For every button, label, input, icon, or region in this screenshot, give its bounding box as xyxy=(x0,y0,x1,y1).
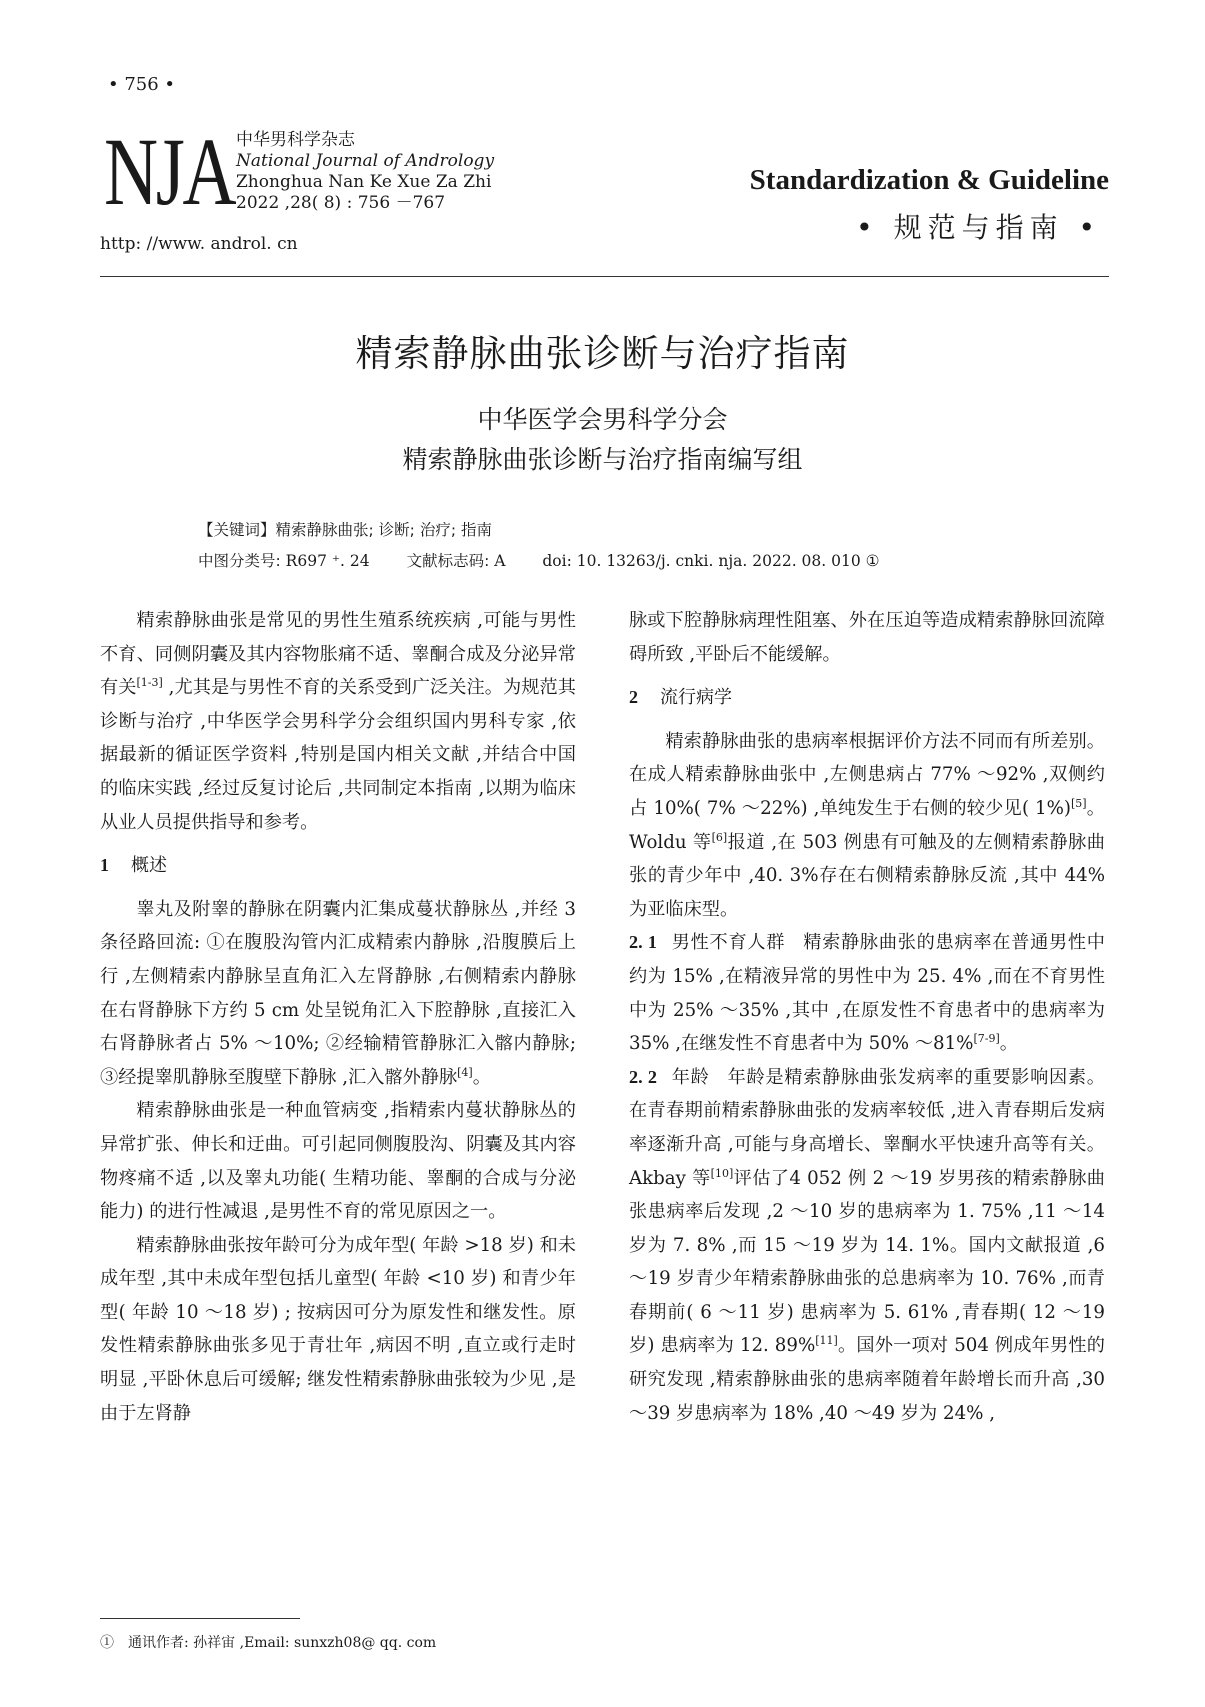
clc-label: 中图分类号: xyxy=(198,552,281,570)
header-divider xyxy=(100,276,1109,277)
journal-url[interactable]: http: //www. androl. cn xyxy=(100,234,298,254)
subsection-number: 2. 1 xyxy=(629,932,658,953)
keywords-line xyxy=(198,518,492,540)
doc-code-label: 文献标志码: xyxy=(406,552,490,570)
section-heading-2: 2 流行病学 xyxy=(629,687,732,709)
paragraph: 精索静脉曲张按年龄可分为成年型( 年龄 >18 岁) 和未成年型 ,其中未成年型包括儿童型( 年龄 <10 岁) 和青少年型( 年龄 10 ～18 岁) ; 按病因可分为原发性和继发性。原发性精索静脉曲张多见于青壮年 ,病因不明 ,直立或行走时明显 ,平卧休息后可缓解; 继发性精索静脉曲张较为少见 ,是由于左肾静 xyxy=(100,1234,576,1424)
section-heading-1: 1 概述 xyxy=(100,855,167,877)
citation-ref[interactable]: [1-3] xyxy=(136,676,163,690)
intro-paragraph: 精索静脉曲张是常见的男性生殖系统疾病 ,可能与男性不育、同侧阴囊及其内容物胀痛不适、睾酮合成及分泌异常有关[1-3] ,尤其是与男性不育的关系受到广泛关注。为规范其诊断与治疗 ,中华医学会男科学分会组织国内男科专家 ,依据最新的循证医学资料 ,特别是国内相关文献 ,并结合中国的临床实践 ,经过反复讨论后 ,共同制定本指南 ,以期为临床从业人员提供指导和参考。 xyxy=(100,610,576,833)
keywords: 精索静脉曲张; 诊断; 治疗; 指南 xyxy=(275,521,492,539)
author-group: 精索静脉曲张诊断与治疗指南编写组 xyxy=(402,445,803,474)
page-number: • 756 • xyxy=(108,74,176,95)
clc-code: R697 ⁺. 24 xyxy=(285,552,370,570)
paragraph: 精索静脉曲张的患病率根据评价方法不同而有所差别。在成人精索静脉曲张中 ,左侧患病占 77% ～92% ,双侧约占 10%( 7% ～22%) ,单纯发生于右侧的较少见( 1%)[5]。Woldu 等[6]报道 ,在 503 例患有可触及的左侧精索静脉曲张的青少年中 ,40. 3%存在右侧精索静脉反流 ,其中 44% 为亚临床型。 xyxy=(629,730,1105,920)
paragraph: 脉或下腔静脉病理性阻塞、外在压迫等造成精索静脉回流障碍所致 ,平卧后不能缓解。 xyxy=(629,610,1105,665)
paragraph: 精索静脉曲张是一种血管病变 ,指精索内蔓状静脉丛的异常扩张、伸长和迂曲。可引起同侧腹股沟、阴囊及其内容物疼痛不适 ,以及睾丸功能( 生精功能、睾酮的合成与分泌能力) 的进行性减退 ,是男性不育的常见原因之一。 xyxy=(100,1100,576,1223)
journal-logo: NJA xyxy=(104,118,235,225)
footnote-divider xyxy=(100,1618,300,1619)
doc-code: A xyxy=(494,552,506,570)
footnote: ① 通讯作者: 孙祥宙 ,Email: sunxzh08@ qq. com xyxy=(100,1635,437,1651)
paragraph: 睾丸及附睾的静脉在阴囊内汇集成蔓状静脉丛 ,并经 3 条径路回流: ①在腹股沟管内汇成精索内静脉 ,沿腹膜后上行 ,左侧精索内静脉呈直角汇入左肾静脉 ,右侧精索内静脉在右肾静脉下方约 5 cm 处呈锐角汇入下腔静脉 ,直接汇入右肾静脉者占 5% ～10%; ②经输精管静脉汇入髂内静脉; ③经提睾肌静脉至腹壁下静脉 ,汇入髂外静脉[4]。 xyxy=(100,898,576,1088)
doi[interactable]: doi: 10. 13263/j. cnki. nja. 2022. 08. 010 ① xyxy=(542,552,880,570)
journal-name-en: National Journal of Andrology xyxy=(236,151,495,171)
subsection-2-2: 2. 2 年龄 年龄是精索静脉曲张发病率的重要影响因素。在青春期前精索静脉曲张的发病率较低 ,进入青春期后发病率逐渐升高 ,可能与身高增长、睾酮水平快速升高等有关。Akbay 等[10]评估了4 052 例 2 ～19 岁男孩的精索静脉曲张患病率后发现 ,2 ～10 岁的患病率为 1. 75% ,11 ～14 岁为 7. 8% ,而 15 ～19 岁为 14. 1%。国内文献报道 ,6 ～19 岁青少年精索静脉曲张的总患病率为 10. 76% ,而青春期前( 6 ～11 岁) 患病率为 5. 61% ,青春期( 12 ～19 岁) 患病率为 12. 89%[11]。国外一项对 504 例成年男性的研究发现 ,精索静脉曲张的患病率随着年龄增长而升高 ,30 ～39 岁患病率为 18% ,40 ～49 岁为 24% , xyxy=(629,1066,1105,1424)
section-label-en: Standardization & Guideline xyxy=(749,164,1109,196)
subsection-title: 男性不育人群 xyxy=(671,932,786,954)
classification-line xyxy=(198,549,880,571)
article-title: 精索静脉曲张诊断与治疗指南 xyxy=(355,332,850,375)
author-organization: 中华医学会男科学分会 xyxy=(477,405,728,434)
citation-ref[interactable]: [7-9] xyxy=(973,1032,1000,1046)
right-column xyxy=(629,604,1105,1430)
subsection-number: 2. 2 xyxy=(629,1066,658,1087)
section-label-cn: • 规范与指南 • xyxy=(856,211,1101,244)
citation-ref[interactable]: [11] xyxy=(815,1334,838,1348)
citation-ref[interactable]: [4] xyxy=(457,1065,473,1079)
subsection-title: 年龄 xyxy=(671,1066,710,1088)
keywords-label: 【关键词】 xyxy=(198,521,276,539)
citation-ref[interactable]: [10] xyxy=(710,1166,734,1180)
journal-name-pinyin: Zhonghua Nan Ke Xue Za Zhi xyxy=(236,172,492,192)
citation-ref[interactable]: [6] xyxy=(711,830,728,844)
journal-citation: 2022 ,28( 8) : 756 －767 xyxy=(236,193,446,213)
citation-ref[interactable]: [5] xyxy=(1070,796,1087,810)
subsection-2-1: 2. 1 男性不育人群 精索静脉曲张的患病率在普通男性中约为 15% ,在精液异常的男性中为 25. 4% ,而在不育男性中为 25% ～35% ,其中 ,在原发性不育患者中的患病率为 35% ,在继发性不育患者中为 50% ～81%[7-9]。 xyxy=(629,932,1105,1055)
journal-name-cn: 中华男科学杂志 xyxy=(236,130,355,150)
journal-info xyxy=(236,130,494,214)
left-column xyxy=(100,604,576,1430)
